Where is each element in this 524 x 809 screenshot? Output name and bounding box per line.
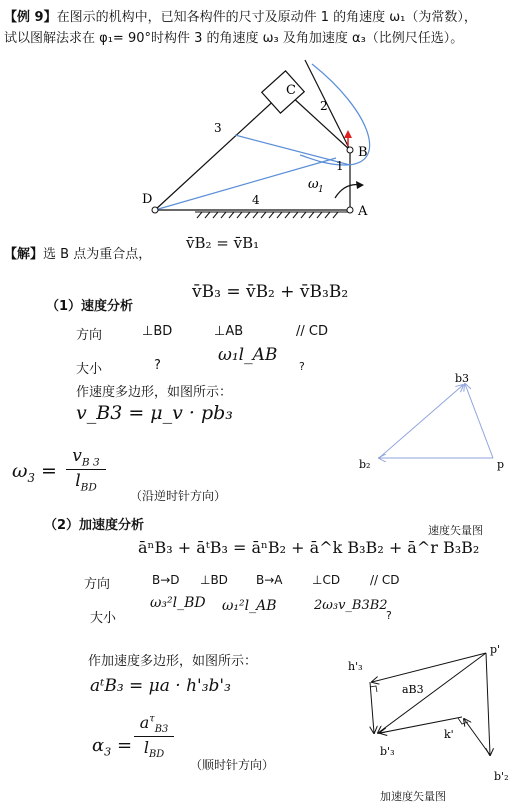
omega-arc-head — [356, 181, 364, 189]
acceleration-scale-equation: aᵗB₃ = μa · h'₃b'₃ — [90, 676, 231, 696]
vector-p-b2 — [486, 653, 490, 755]
joint-d — [152, 207, 158, 213]
label-link-3: 3 — [214, 121, 222, 135]
omega3-fraction — [66, 446, 106, 494]
label-d: D — [142, 192, 153, 207]
omega3-note: （沿逆时针方向） — [130, 489, 227, 503]
acceleration-dir-1: B→D — [152, 573, 180, 587]
alpha3-symbol: $\alpha_3$ = — [92, 735, 133, 759]
vector-h3-b3 — [370, 682, 374, 733]
fraction-bar — [66, 469, 106, 470]
label-b2-prime: b'₂ — [494, 770, 509, 783]
coincide-equation: v̄B₂ = v̄B₁ — [186, 234, 260, 252]
velocity-direction-label: 方向 — [76, 328, 103, 343]
acceleration-vector-diagram — [340, 635, 520, 785]
mechanism-diagram — [140, 50, 410, 225]
velocity-polygon-text: 作速度多边形，如图所示： — [76, 385, 233, 400]
vector-p-b3 — [378, 653, 486, 733]
vector-p-h3 — [372, 653, 486, 682]
velocity-mag-1: ? — [154, 358, 161, 373]
alpha3-denominator: $l_{BD}$ — [143, 738, 165, 761]
omega3-numerator: $v_{B 3}$ — [72, 446, 100, 469]
omega3-symbol: $\omega_3$ = — [12, 460, 57, 485]
label-p: p — [497, 458, 505, 471]
label-omega-sub: 1 — [318, 185, 324, 195]
velocity-heading: （1）速度分析 — [46, 299, 134, 314]
alpha3-fraction — [134, 713, 174, 760]
label-p-prime: p' — [490, 643, 501, 656]
label-h3-prime: h'₃ — [348, 660, 363, 673]
acceleration-direction-label: 方向 — [84, 577, 111, 592]
blue-line-upper — [235, 135, 350, 165]
acceleration-equation: āⁿB₃ + āᵗB₃ = āⁿB₂ + ā^k B₃B₂ + ā^r B₃B₂ — [138, 538, 480, 557]
velocity-scale-equation: v_B3 = μ_v · pb₃ — [76, 402, 233, 424]
problem-text-1: 在图示的机构中，已知各构件的尺寸及原动件 1 的角速度 ω₁（为常数）， — [56, 10, 477, 25]
vector-b2-k — [464, 719, 490, 755]
velocity-diagram-caption: 速度矢量图 — [428, 524, 483, 537]
label-link-2: 2 — [320, 99, 328, 113]
link-3 — [155, 95, 280, 210]
acceleration-magnitude-label: 大小 — [90, 611, 117, 626]
problem-line-1 — [4, 6, 477, 25]
acceleration-heading: （2）加速度分析 — [44, 518, 145, 533]
velocity-magnitude-label: 大小 — [76, 362, 103, 377]
acceleration-mag-1: ω₃²l_BD — [150, 595, 206, 611]
label-k-prime: k' — [444, 728, 454, 741]
label-c: C — [286, 83, 296, 98]
problem-line-2: 试以图解法求在 φ₁= 90°时构件 3 的角速度 ω₃ 及角加速度 α₃（比例尺任选）。 — [4, 31, 464, 46]
alpha3-numerator: $a^\tau_{B3}$ — [139, 713, 169, 736]
ground-hatch — [195, 212, 350, 218]
red-arrow-head — [344, 130, 352, 138]
velocity-mag-3: ? — [299, 360, 305, 373]
label-omega: ω — [308, 177, 319, 192]
acceleration-dir-2: ⊥BD — [200, 573, 228, 587]
velocity-equation: v̄B₃ = v̄B₂ + v̄B₃B₂ — [192, 282, 349, 302]
joint-a — [347, 207, 353, 213]
acceleration-diagram-caption: 加速度矢量图 — [380, 790, 446, 803]
fraction-bar — [134, 736, 174, 737]
acceleration-dir-4: ⊥CD — [312, 573, 341, 587]
slider-block-c — [262, 71, 305, 113]
label-b: B — [358, 145, 368, 160]
velocity-vector-diagram — [355, 370, 520, 480]
velocity-dir-3: // CD — [296, 324, 328, 339]
solution-intro-text: 选 B 点为重合点， — [43, 247, 152, 262]
acceleration-mag-4: ? — [386, 609, 392, 622]
velocity-dir-2: ⊥AB — [214, 324, 244, 339]
velocity-mag-2: ω₁l_AB — [218, 345, 278, 365]
example-tag: 【例 9】 — [4, 10, 57, 25]
vector-b2-b3 — [379, 385, 463, 458]
solution-intro — [4, 243, 151, 262]
omega3-denominator: $l_{BD}$ — [75, 471, 97, 494]
joint-b — [347, 147, 353, 153]
alpha3-note: （顺时针方向） — [190, 758, 275, 772]
label-b3: b3 — [455, 372, 470, 385]
acceleration-dir-5: // CD — [370, 573, 400, 587]
solution-tag: 【解】 — [4, 247, 44, 262]
acceleration-polygon-text: 作加速度多边形，如图所示： — [88, 654, 258, 669]
label-b3-prime: b'₃ — [380, 745, 395, 758]
label-link-1: 1 — [336, 159, 344, 173]
acceleration-dir-3: B→A — [256, 573, 283, 587]
label-a: A — [358, 204, 368, 219]
acceleration-mag-2: ω₁²l_AB — [222, 598, 277, 614]
label-b2: b₂ — [359, 458, 371, 471]
label-link-4: 4 — [252, 193, 260, 207]
velocity-dir-1: ⊥BD — [142, 324, 173, 339]
vector-p-b3 — [465, 384, 493, 458]
label-ab3: aB3 — [402, 683, 424, 696]
acceleration-mag-3: 2ω₃v_B3B2 — [314, 598, 388, 613]
